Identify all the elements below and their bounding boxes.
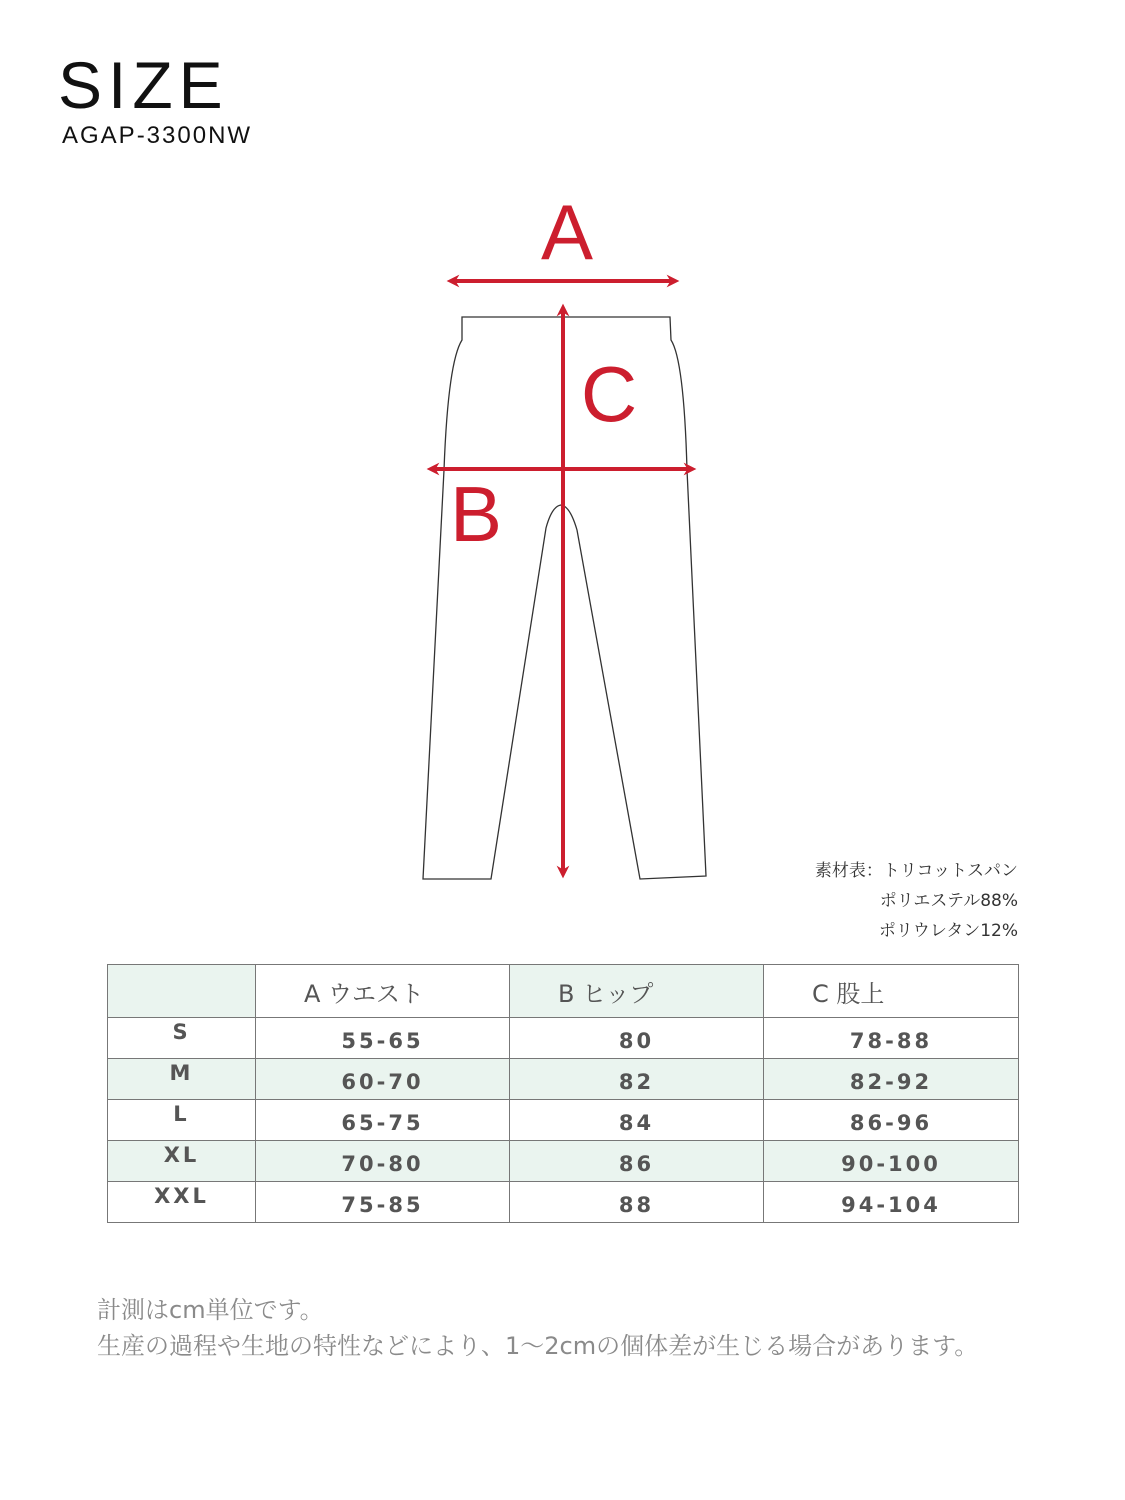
size-table [107,964,1019,1223]
label-b: B [449,470,503,558]
material-line-polyester: ポリエステル88% [879,891,1018,911]
table-header-row [108,965,1019,1018]
waist-cell: 70-80 [256,1141,510,1182]
waist-cell: 65-75 [256,1100,510,1141]
header-hip: B ヒップ [510,965,764,1018]
table-row [108,1182,1019,1223]
rise-cell: 82-92 [764,1059,1019,1100]
table-row [108,1018,1019,1059]
table-row [108,1059,1019,1100]
size-cell: XXL [108,1182,256,1223]
table-row [108,1100,1019,1141]
hip-cell: 82 [510,1059,764,1100]
hip-cell: 88 [510,1182,764,1223]
material-line-polyurethane: ポリウレタン12% [878,921,1018,941]
hip-cell: 84 [510,1100,764,1141]
rise-cell: 78-88 [764,1018,1019,1059]
rise-cell: 94-104 [764,1182,1019,1223]
header-waist: A ウエスト [256,965,510,1018]
note-variance: 生産の過程や生地の特性などにより、1〜2cmの個体差が生じる場合があります。 [97,1332,979,1360]
material-info [815,856,1018,946]
waist-cell: 60-70 [256,1059,510,1100]
waist-cell: 75-85 [256,1182,510,1223]
rise-cell: 86-96 [764,1100,1019,1141]
label-a: A [540,188,594,276]
rise-cell: 90-100 [764,1141,1019,1182]
header-rise: C 股上 [764,965,1019,1018]
hip-cell: 80 [510,1018,764,1059]
material-line-fabric: 素材表：トリコットスパン [814,861,1018,881]
size-cell: S [108,1018,256,1059]
size-cell: XL [108,1141,256,1182]
hip-cell: 86 [510,1141,764,1182]
note-unit: 計測はcm単位です。 [97,1296,324,1324]
page-title: SIZE [58,48,229,122]
model-number: AGAP-3300NW [62,122,253,149]
table-row [108,1141,1019,1182]
waist-cell: 55-65 [256,1018,510,1059]
label-c: C [580,350,638,438]
size-cell: L [108,1100,256,1141]
measurement-notes [97,1292,978,1364]
header-size [108,965,256,1018]
size-cell: M [108,1059,256,1100]
